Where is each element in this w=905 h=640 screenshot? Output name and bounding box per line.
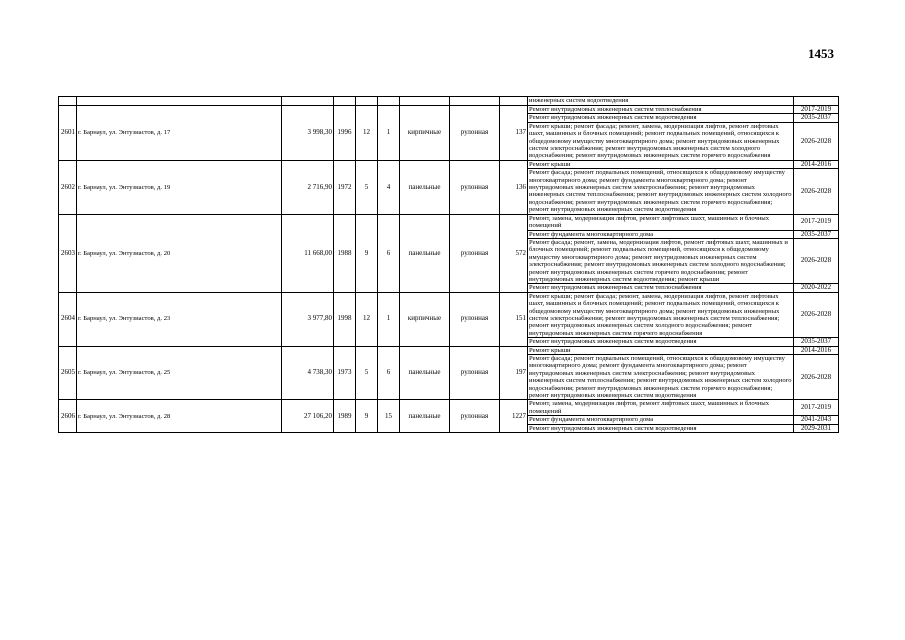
- building-year: 1972: [334, 160, 356, 214]
- building-entrances: 1: [378, 106, 400, 161]
- building-entrances: 6: [378, 346, 400, 400]
- work-description: Ремонт фасада; ремонт подвальных помещений, относящихся к общедомовому имуществу многоквартирного дома; ремонт фундамента многоквартирного дома; ремонт внутридомовых инженерных систем электроснабжения; ремонт внутридомовых инженерных систем теплоснабжения; ремонт внутридомовых инженерных систем холодного водоснабжения; ремонт внутридомовых инженерных систем горячего водоснабжения; ремонт внутридомовых инженерных систем водоотведения: [529, 355, 792, 400]
- work-period: 2035-2037: [794, 230, 839, 238]
- building-roof-type: рулонная: [450, 106, 500, 161]
- building-area: 4 738,30: [282, 346, 334, 400]
- building-area: 2 716,90: [282, 160, 334, 214]
- work-period: 2026-2028: [794, 169, 839, 214]
- empty-cell: [450, 97, 500, 106]
- building-address: г. Барнаул, ул. Энтузиастов, д. 25: [77, 346, 282, 400]
- work-period: 2035-2037: [794, 338, 839, 346]
- page-number: 1453: [808, 46, 834, 61]
- empty-cell: [378, 97, 400, 106]
- work-description: Ремонт внутридомовых инженерных систем водоотведения: [528, 424, 794, 432]
- empty-cell: [59, 97, 77, 106]
- building-area: 3 977,80: [282, 292, 334, 346]
- building-roof-type: рулонная: [450, 160, 500, 214]
- work-period: 2026-2028: [794, 355, 839, 400]
- building-residents: 1227: [500, 400, 528, 433]
- building-area: 11 668,00: [282, 214, 334, 292]
- building-floors: 9: [356, 214, 378, 292]
- work-period: 2026-2028: [794, 238, 839, 283]
- building-roof-type: рулонная: [450, 292, 500, 346]
- building-wall-material: панельные: [400, 160, 450, 214]
- building-entrances: 4: [378, 160, 400, 214]
- work-period: 2017-2019: [794, 106, 839, 114]
- work-period: 2026-2028: [794, 122, 839, 160]
- building-wall-material: кирпичные: [400, 292, 450, 346]
- building-number: 2606: [59, 400, 77, 433]
- building-residents: 572: [500, 214, 528, 292]
- work-period: 2026-2028: [794, 292, 839, 337]
- table-row: [59, 400, 839, 416]
- building-number: 2605: [59, 346, 77, 400]
- building-area: 27 106,20: [282, 400, 334, 433]
- building-address: г. Барнаул, ул. Энтузиастов, д. 17: [77, 106, 282, 161]
- building-residents: 136: [500, 160, 528, 214]
- work-period: 2017-2019: [794, 400, 839, 416]
- table-row: [59, 346, 839, 354]
- work-period: 2029-2031: [794, 424, 839, 432]
- work-description: Ремонт фундамента многоквартирного дома: [528, 416, 794, 424]
- work-description: Ремонт фасада; ремонт, замена, модернизация лифтов, ремонт лифтовых шахт, машинных и блочных помещений; ремонт подвальных помещений, относящихся к общедомовому имуществу многоквартирного дома; ремонт внутридомовых инженерных систем электроснабжения; ремонт внутридомовых инженерных систем холодного водоснабжения; ремонт внутридомовых инженерных систем горячего водоснабжения; ремонт внутридомовых инженерных систем водоотведения; ремонт крыши: [528, 238, 794, 283]
- table-row: [59, 106, 839, 114]
- building-year: 1989: [334, 400, 356, 433]
- building-year: 1988: [334, 214, 356, 292]
- building-wall-material: панельные: [400, 400, 450, 433]
- building-entrances: 6: [378, 214, 400, 292]
- building-floors: 12: [356, 106, 378, 161]
- work-period: 2017-2019: [794, 214, 839, 230]
- repair-schedule-table: [58, 96, 839, 433]
- work-period: 2014-2016: [794, 346, 839, 354]
- building-area: 3 998,30: [282, 106, 334, 161]
- table-row: [59, 214, 839, 230]
- work-description: Ремонт крыши: [528, 346, 794, 354]
- building-address: г. Барнаул, ул. Энтузиастов, д. 19: [77, 160, 282, 214]
- empty-cell: [282, 97, 334, 106]
- empty-cell: [334, 97, 356, 106]
- building-number: 2603: [59, 214, 77, 292]
- work-period: 2014-2016: [794, 160, 839, 168]
- empty-cell: [794, 97, 839, 106]
- empty-cell: [500, 97, 528, 106]
- work-description: Ремонт крыши: [528, 160, 794, 168]
- building-address: г. Барнаул, ул. Энтузиастов, д. 28: [77, 400, 282, 433]
- building-year: 1973: [334, 346, 356, 400]
- work-period: 2035-2037: [794, 114, 839, 122]
- empty-cell: [356, 97, 378, 106]
- building-residents: 151: [500, 292, 528, 346]
- building-residents: 197: [500, 346, 528, 400]
- building-roof-type: рулонная: [450, 346, 500, 400]
- carryover-row: [59, 97, 839, 106]
- work-description: Ремонт, замена, модернизация лифтов, ремонт лифтовых шахт, машинных и блочных помещений: [528, 214, 794, 230]
- work-period: 2020-2022: [794, 284, 839, 292]
- table-row: [59, 292, 839, 337]
- table-body: [59, 97, 839, 433]
- work-description: Ремонт внутридомовых инженерных систем водоотведения: [528, 114, 794, 122]
- building-wall-material: панельные: [400, 346, 450, 400]
- work-description: Ремонт фундамента многоквартирного дома: [528, 230, 794, 238]
- building-floors: 12: [356, 292, 378, 346]
- building-roof-type: рулонная: [450, 400, 500, 433]
- building-roof-type: рулонная: [450, 214, 500, 292]
- building-residents: 137: [500, 106, 528, 161]
- carryover-work: инженерных систем водоотведения: [528, 97, 794, 106]
- work-description: Ремонт крыши; ремонт фасада; ремонт, замена, модернизация лифтов, ремонт лифтовых шахт, машинных и блочных помещений; ремонт подвальных помещений, относящихся к общедомовому имуществу многоквартирного дома; ремонт внутридомовых инженерных систем электроснабжения; ремонт внутридомовых инженерных систем теплоснабжения; ремонт внутридомовых инженерных систем холодного водоснабжения; ремонт внутридомовых инженерных систем горячего водоснабжения: [528, 292, 794, 337]
- building-number: 2604: [59, 292, 77, 346]
- work-description: Ремонт крыши; ремонт фасада; ремонт, замена, модернизация лифтов, ремонт лифтовых шахт, машинных и блочных помещений; ремонт подвальных помещений, относящихся к общедомовому имуществу многоквартирного дома; ремонт внутридомовых инженерных систем электроснабжения; ремонт внутридомовых инженерных систем холодного водоснабжения; ремонт внутридомовых инженерных систем горячего водоснабжения: [528, 122, 794, 160]
- empty-cell: [400, 97, 450, 106]
- table-row: [59, 160, 839, 168]
- building-number: 2601: [59, 106, 77, 161]
- work-period: 2041-2043: [794, 416, 839, 424]
- building-floors: 5: [356, 346, 378, 400]
- work-description: Ремонт внутридомовых инженерных систем теплоснабжения: [528, 106, 794, 114]
- work-description: Ремонт внутридомовых инженерных систем водоотведения: [528, 338, 794, 346]
- building-number: 2602: [59, 160, 77, 214]
- building-year: 1998: [334, 292, 356, 346]
- building-address: г. Барнаул, ул. Энтузиастов, д. 23: [77, 292, 282, 346]
- work-description: Ремонт фасада; ремонт подвальных помещений, относящихся к общедомовому имуществу многоквартирного дома; ремонт фундамента многоквартирного дома; ремонт внутридомовых инженерных систем электроснабжения; ремонт внутридомовых инженерных систем теплоснабжения; ремонт внутридомовых инженерных систем холодного водоснабжения; ремонт внутридомовых инженерных систем горячего водоснабжения; ремонт внутридомовых инженерных систем водоотведения: [529, 169, 792, 214]
- building-floors: 5: [356, 160, 378, 214]
- work-description: Ремонт, замена, модернизация лифтов, ремонт лифтовых шахт, машинных и блочных помещений: [528, 400, 794, 416]
- building-floors: 9: [356, 400, 378, 433]
- building-entrances: 1: [378, 292, 400, 346]
- empty-cell: [77, 97, 282, 106]
- work-description: Ремонт внутридомовых инженерных систем теплоснабжения: [528, 284, 794, 292]
- building-entrances: 15: [378, 400, 400, 433]
- building-wall-material: панельные: [400, 214, 450, 292]
- building-year: 1996: [334, 106, 356, 161]
- building-wall-material: кирпичные: [400, 106, 450, 161]
- building-address: г. Барнаул, ул. Энтузиастов, д. 20: [77, 214, 282, 292]
- repair-schedule-table-wrap: [58, 96, 839, 433]
